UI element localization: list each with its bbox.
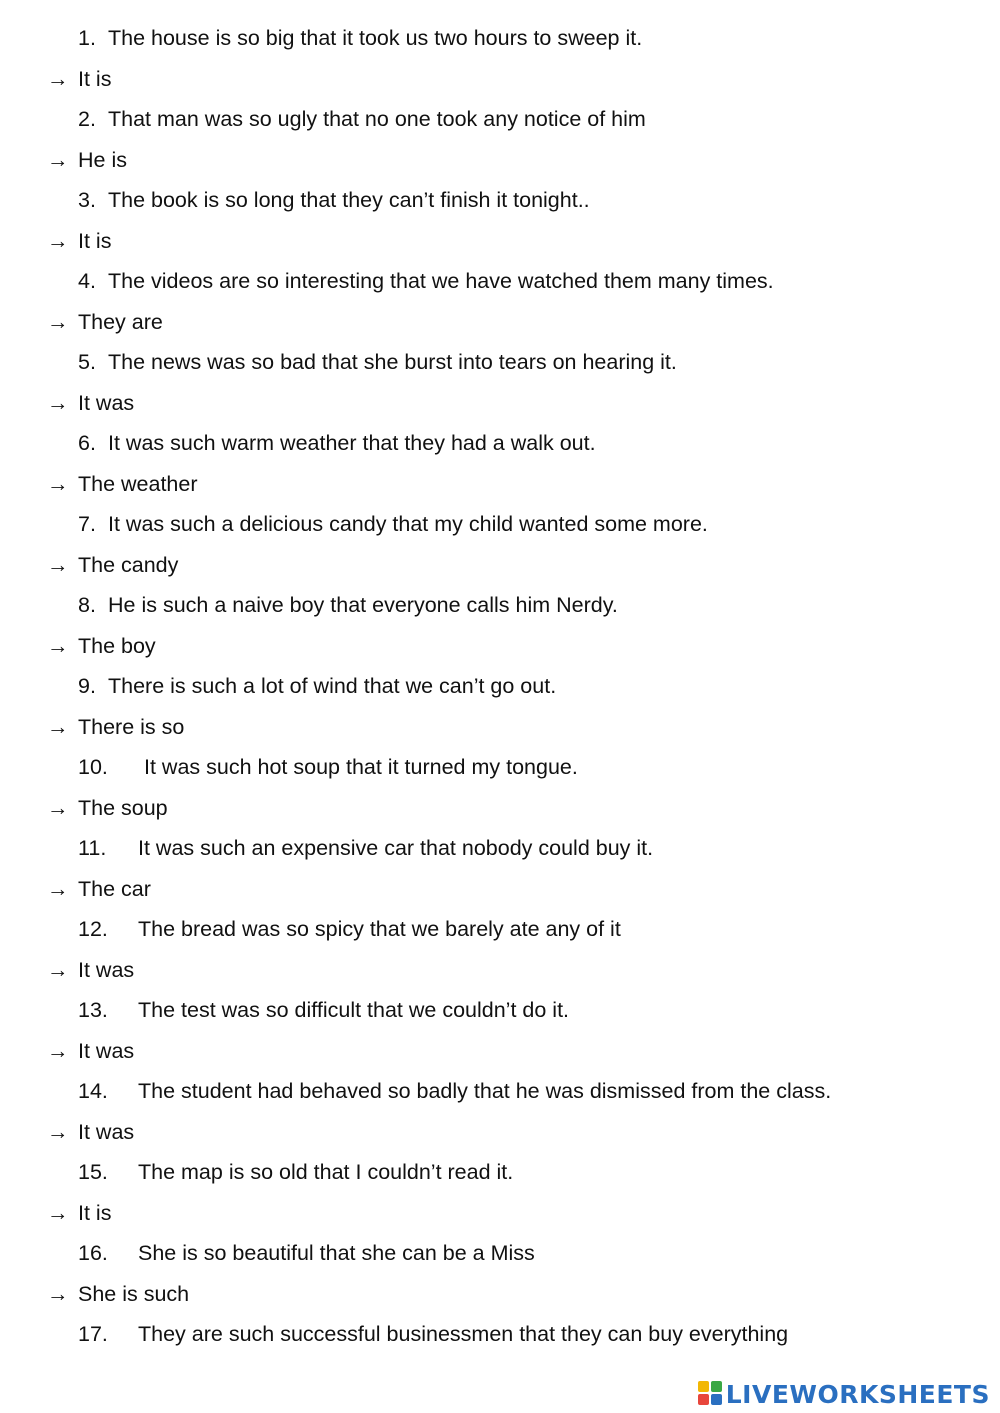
question-number: 17. [78, 1322, 108, 1346]
question-number: 10. [78, 755, 108, 779]
answer-line [47, 140, 127, 181]
arrow-icon: → [47, 633, 69, 658]
question-item [78, 180, 590, 221]
arrow-icon: → [47, 1200, 69, 1225]
question-item [78, 1152, 513, 1193]
answer-line [47, 545, 178, 586]
question-item [78, 1233, 535, 1274]
arrow-icon: → [47, 795, 69, 820]
question-item [78, 99, 646, 140]
question-sentence: She is so beautiful that she can be a Miss [138, 1241, 535, 1265]
answer-line [47, 59, 111, 100]
answer-line [47, 1112, 134, 1153]
question-sentence: The book is so long that they can’t finish it tonight.. [108, 188, 590, 212]
question-sentence: The bread was so spicy that we barely ate any of it [138, 917, 621, 941]
question-sentence: They are such successful businessmen that they can buy everything [138, 1322, 789, 1346]
question-sentence: It was such a delicious candy that my child wanted some more. [108, 512, 708, 536]
arrow-icon: → [47, 309, 69, 334]
question-number: 3. [78, 188, 96, 212]
question-item [78, 990, 569, 1031]
question-sentence: It was such hot soup that it turned my tongue. [144, 755, 578, 779]
arrow-icon: → [47, 1038, 69, 1063]
question-number: 13. [78, 998, 108, 1022]
question-item [78, 666, 556, 707]
answer-line [47, 1193, 111, 1234]
question-sentence: He is such a naive boy that everyone calls him Nerdy. [108, 593, 618, 617]
question-number: 16. [78, 1241, 108, 1265]
answer-line [47, 788, 168, 829]
answer-line [47, 626, 156, 667]
question-item [78, 747, 578, 788]
question-number: 14. [78, 1079, 108, 1103]
question-sentence: It was such warm weather that they had a walk out. [108, 431, 596, 455]
question-number: 15. [78, 1160, 108, 1184]
answer-prompt: The candy [78, 552, 179, 577]
logo-text: LIVEWORKSHEETS [725, 1379, 990, 1409]
question-sentence: The student had behaved so badly that he was dismissed from the class. [138, 1079, 832, 1103]
arrow-icon: → [47, 471, 69, 496]
arrow-icon: → [47, 147, 69, 172]
answer-line [47, 464, 198, 505]
answer-prompt: It was [78, 390, 135, 415]
answer-prompt: It was [78, 1038, 135, 1063]
question-number: 2. [78, 107, 96, 131]
question-sentence: The news was so bad that she burst into tears on hearing it. [108, 350, 677, 374]
answer-prompt: He is [78, 147, 127, 172]
question-number: 12. [78, 917, 108, 941]
arrow-icon: → [47, 390, 69, 415]
answer-prompt: The car [78, 876, 151, 901]
liveworksheets-logo [698, 1376, 990, 1412]
arrow-icon: → [47, 552, 69, 577]
arrow-icon: → [47, 714, 69, 739]
question-item [78, 423, 596, 464]
question-item [78, 585, 618, 626]
answer-prompt: There is so [78, 714, 185, 739]
question-item [78, 504, 708, 545]
question-number: 6. [78, 431, 96, 455]
answer-line [47, 383, 134, 424]
answer-line [47, 707, 184, 748]
answer-line [47, 1031, 134, 1072]
answer-line [47, 302, 163, 343]
question-number: 9. [78, 674, 96, 698]
question-item [78, 1071, 831, 1112]
arrow-icon: → [47, 228, 69, 253]
liveworksheets-logo-icon [698, 1381, 724, 1407]
question-sentence: That man was so ugly that no one took any notice of him [108, 107, 646, 131]
question-item [78, 828, 653, 869]
question-item [78, 342, 677, 383]
arrow-icon: → [47, 1119, 69, 1144]
arrow-icon: → [47, 876, 69, 901]
question-item [78, 18, 642, 59]
question-item [78, 909, 621, 950]
answer-line [47, 950, 134, 991]
question-number: 1. [78, 26, 96, 50]
answer-prompt: The soup [78, 795, 168, 820]
question-sentence: The test was so difficult that we couldn’t do it. [138, 998, 570, 1022]
answer-prompt: It was [78, 1119, 135, 1144]
question-sentence: It was such an expensive car that nobody could buy it. [138, 836, 654, 860]
answer-prompt: The boy [78, 633, 156, 658]
question-number: 4. [78, 269, 96, 293]
answer-prompt: It is [78, 66, 112, 91]
question-number: 8. [78, 593, 96, 617]
arrow-icon: → [47, 1281, 69, 1306]
question-number: 11. [78, 836, 107, 860]
answer-prompt: She is such [78, 1281, 190, 1306]
question-number: 5. [78, 350, 96, 374]
arrow-icon: → [47, 957, 69, 982]
answer-line [47, 221, 111, 262]
answer-prompt: They are [78, 309, 163, 334]
arrow-icon: → [47, 66, 69, 91]
answer-prompt: It is [78, 1200, 112, 1225]
answer-line [47, 1274, 189, 1315]
answer-line [47, 869, 151, 910]
question-sentence: The map is so old that I couldn’t read it. [138, 1160, 514, 1184]
question-sentence: The videos are so interesting that we have watched them many times. [108, 269, 774, 293]
question-item [78, 261, 774, 302]
answer-prompt: The weather [78, 471, 198, 496]
question-number: 7. [78, 512, 96, 536]
question-item [78, 1314, 788, 1355]
question-sentence: There is such a lot of wind that we can’t go out. [108, 674, 557, 698]
answer-prompt: It is [78, 228, 112, 253]
answer-prompt: It was [78, 957, 135, 982]
question-sentence: The house is so big that it took us two hours to sweep it. [108, 26, 643, 50]
